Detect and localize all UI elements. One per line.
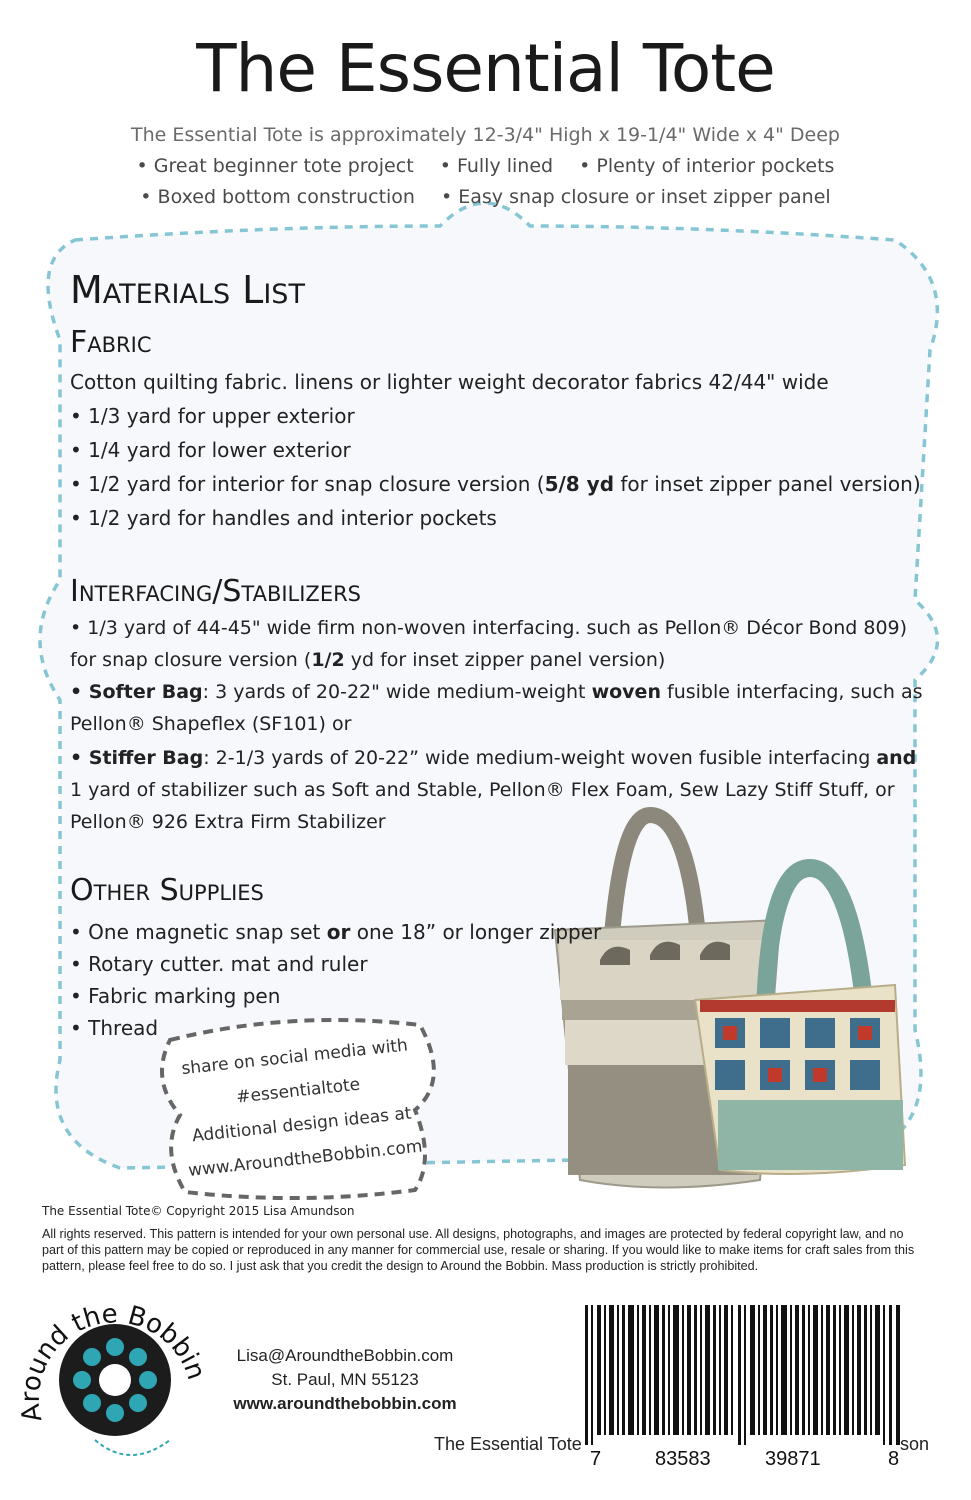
interfacing-bold: woven: [591, 681, 661, 703]
logo-text: Around the Bobbin: [15, 1299, 212, 1425]
interfacing-line: [70, 681, 923, 703]
fabric-item: • 1/3 yard for upper exterior: [70, 404, 355, 428]
interfacing-line: 1 yard of stabilizer such as Soft and Stable, Pellon® Flex Foam, Sew Lazy Stiff Stuff, or: [70, 779, 895, 801]
contact-city: St. Paul, MN 55123: [271, 1370, 419, 1389]
interfacing-text: yd for inset zipper panel version): [344, 649, 666, 671]
copyright-line: The Essential Tote© Copyright 2015 Lisa Amundson: [42, 1204, 355, 1218]
supply-item: [70, 920, 601, 944]
fabric-item-text: • 1/2 yard for interior for snap closure version (: [70, 472, 545, 496]
interfacing-text: for snap closure version (: [70, 649, 312, 671]
social-website: www.AroundtheBobbin.com: [187, 1136, 424, 1181]
softer-bag-label: • Softer Bag: [70, 681, 203, 703]
feature-item: • Fully lined: [439, 155, 554, 177]
interfacing-text: : 2-1/3 yards of 20-22” wide medium-weight woven fusible interfacing: [203, 747, 877, 769]
bottom-label-tail: son: [900, 1434, 930, 1454]
bottom-title-label: The Essential Tote: [434, 1434, 582, 1454]
interfacing-line: • 1/3 yard of 44-45" wide firm non-woven interfacing. such as Pellon® Décor Bond 809): [70, 617, 908, 639]
page-title: The Essential Tote: [196, 30, 775, 107]
interfacing-text: : 3 yards of 20-22" wide medium-weight: [202, 681, 592, 703]
social-line: share on social media with: [180, 1035, 409, 1080]
interfacing-line: Pellon® 926 Extra Firm Stabilizer: [70, 811, 386, 833]
contact-email: Lisa@AroundtheBobbin.com: [236, 1346, 454, 1365]
barcode-image: [583, 1305, 908, 1455]
feature-row-1: [0, 155, 971, 177]
interfacing-bold: and: [876, 747, 917, 769]
stiffer-bag-label: • Stiffer Bag: [70, 747, 204, 769]
rights-notice: All rights reserved. This pattern is intended for your own personal use. All designs, photographs, and images are protected by federal copyright law, and no part of this pattern may be copied or reproduced in any manner for commercial use, resale or sharing. If you would like to make items for craft sales from this pattern, please feel free to do so. I just ask that you credit the design to Around the Bobbin. Mass production is strictly prohibited.: [42, 1227, 915, 1273]
social-callout: [169, 1027, 432, 1188]
hashtag: #essentialtote: [235, 1074, 362, 1108]
fabric-item: • 1/4 yard for lower exterior: [70, 438, 351, 462]
barcode-digit: 8: [888, 1448, 900, 1470]
feature-item: • Boxed bottom construction: [140, 186, 415, 208]
supply-text: • One magnetic snap set: [70, 920, 327, 944]
feature-row-2: [0, 186, 971, 208]
fabric-intro: Cotton quilting fabric. linens or lighter weight decorator fabrics 42/44" wide: [70, 370, 829, 394]
size-subtitle: The Essential Tote is approximately 12-3/4" High x 19-1/4" Wide x 4" Deep: [130, 124, 840, 146]
feature-item: • Plenty of interior pockets: [579, 155, 835, 177]
supply-item: • Rotary cutter. mat and ruler: [70, 952, 368, 976]
contact-website: www.aroundthebobbin.com: [233, 1394, 457, 1413]
barcode-digit: 7: [590, 1448, 602, 1470]
supply-bold: or: [326, 920, 351, 944]
fabric-item-bold: 5/8 yd: [544, 472, 615, 496]
interfacing-line: Pellon® Shapeflex (SF101) or: [70, 713, 352, 735]
barcode-digit: 83583: [655, 1448, 711, 1470]
barcode-digit: 39871: [765, 1448, 821, 1470]
fabric-item: [70, 472, 921, 496]
interfacing-line: [70, 649, 665, 671]
interfacing-text: fusible interfacing, such as: [660, 681, 923, 703]
supply-item: • Thread: [70, 1016, 159, 1040]
around-the-bobbin-logo: [16, 1299, 211, 1455]
fabric-item: • 1/2 yard for handles and interior pockets: [70, 506, 497, 530]
interfacing-heading: Interfacing/Stabilizers: [70, 574, 362, 609]
other-supplies-heading: Other Supplies: [70, 873, 264, 908]
fabric-item-tail: for inset zipper panel version): [614, 472, 921, 496]
feature-item: • Great beginner tote project: [136, 155, 414, 177]
feature-item: • Easy snap closure or inset zipper panel: [441, 186, 831, 208]
social-line: Additional design ideas at: [191, 1103, 413, 1147]
supply-text: one 18” or longer zipper: [350, 920, 602, 944]
supply-item: • Fabric marking pen: [70, 984, 281, 1008]
interfacing-line: [70, 747, 916, 769]
fabric-heading: Fabric: [70, 325, 152, 360]
interfacing-bold: 1/2: [311, 649, 345, 671]
materials-heading: Materials List: [70, 268, 305, 312]
